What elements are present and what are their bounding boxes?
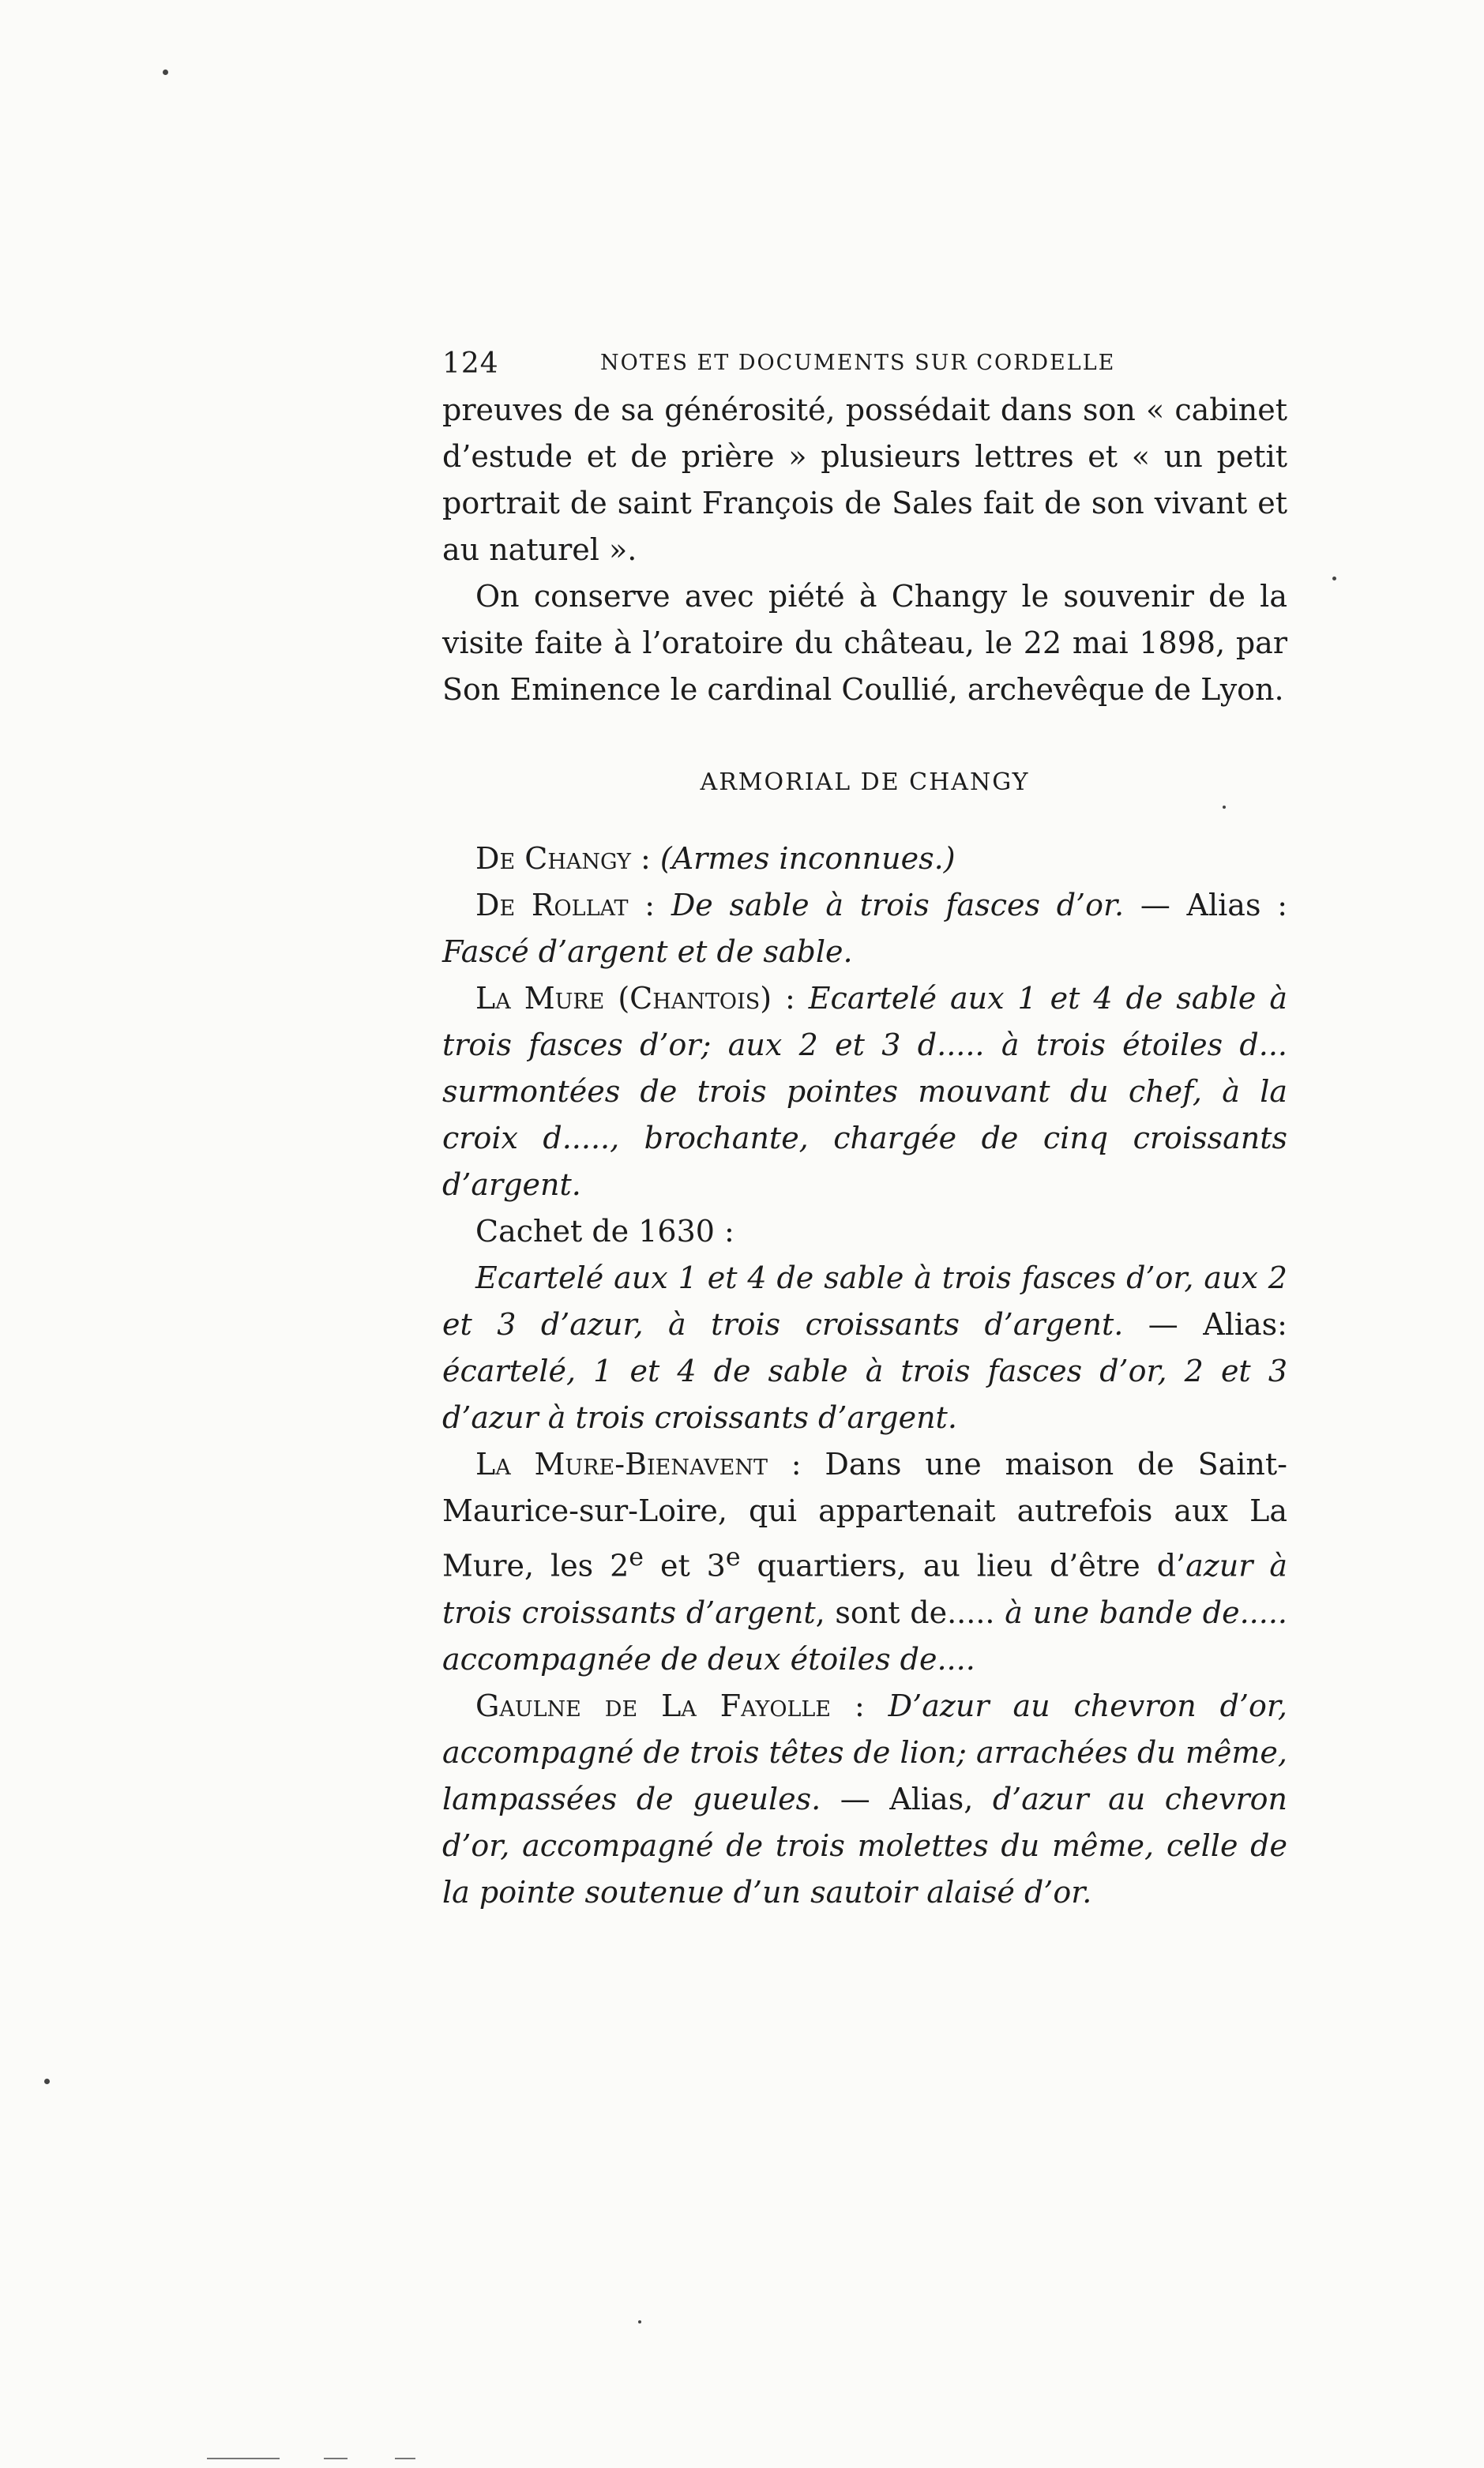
entry-de-changy: De Changy : (Armes inconnues.) [475,841,956,876]
family-name: La Mure-Bienavent [475,1447,768,1482]
page-content [442,347,1287,1916]
entry-cachet-1630 [442,1255,1287,1441]
ink-speck [1332,577,1336,580]
alias-label: — Alias: [1123,1307,1287,1342]
running-head [442,347,1287,387]
page-number: 124 [442,347,499,380]
blazon-alias: à une bande de..... accompagnée de deux étoiles de.... [442,1595,1288,1677]
ink-speck [163,69,168,75]
blazon: azur à trois croissants d’argent [442,1548,1288,1630]
blazon: (Armes inconnues.) [659,841,956,876]
alias-label: — Alias, [821,1781,993,1816]
ink-speck [44,2079,50,2084]
alias-label: — Alias : [1124,888,1287,922]
blazon-alias: écartelé, 1 et 4 de sable à trois fasces d’or, 2 et 3 d’azur à trois croissants d’argent. [442,1354,1287,1435]
blazon: Ecartelé aux 1 et 4 de sable à trois fasces d’or, aux 2 et 3 d’azur, à trois croissants d’argent. [442,1260,1287,1342]
family-name: La Mure (Chantois) [475,981,772,1016]
paragraph-visit: On conserve avec piété à Changy le souvenir de la visite faite à l’oratoire du château, le 22 mai 1898, par Son Eminence le cardinal Coullié, archevêque de Lyon. [442,579,1287,707]
entry-de-rollat: De Rollat : De sable à trois fasces d’or. — Alias : Fascé d’argent et de sable. [442,888,1287,969]
bottom-edge-mark [395,2458,415,2459]
ink-speck [638,2320,641,2323]
blazon: De sable à trois fasces d’or. [671,888,1125,922]
family-name: Gaulne de La Fayolle [475,1688,832,1723]
family-name: De Rollat [475,888,629,922]
section-title: ARMORIAL DE CHANGY [700,768,1030,796]
bottom-edge-mark [324,2458,348,2459]
blazon-alias: d’azur au chevron d’or, accompagné de trois molettes du même, celle de la pointe soutenue d’un sautoir alaisé d’or. [442,1781,1287,1910]
paragraph-continuation: preuves de sa générosité, possédait dans son « cabinet d’estude et de prière » plusieurs lettres et « un petit portrait de saint François de Sales fait de son vivant et au naturel ». [442,393,1287,567]
blazon-alias: Fascé d’argent et de sable. [442,934,853,969]
entry-la-mure-chantois: La Mure (Chantois) : Ecartelé aux 1 et 4 de sable à trois fasces d’or; aux 2 et 3 d..... à trois étoiles d... surmontées de trois pointes mouvant du chef, à la croix d....., brochante, chargée de cinq croissants d’argent. [442,981,1288,1202]
entry-la-mure-bienavent: La Mure-Bienavent : Dans une maison de Saint-Maurice-sur-Loire, qui appartenait autrefois aux La Mure, les 2e et 3e quartiers, au lieu d’être d’azur à trois croissants d’argent, sont de..... à une bande de..... accompagnée de deux étoiles de.... [442,1447,1288,1677]
entry-gaulne-de-la-fayolle: Gaulne de La Fayolle : D’azur au chevron d’or, accompagné de trois têtes de lion; arrachées du même, lampassées de gueules. — Alias, d’azur au chevron d’or, accompagné de trois molettes du même, celle de la pointe soutenue d’un sautoir alaisé d’or. [442,1688,1287,1910]
running-title: NOTES ET DOCUMENTS SUR CORDELLE [600,351,1116,375]
blazon: D’azur au chevron d’or, accompagné de trois têtes de lion; arrachées du même, lampassées de gueules. [442,1688,1287,1816]
blazon: Ecartelé aux 1 et 4 de sable à trois fasces d’or; aux 2 et 3 d..... à trois étoiles d... surmontées de trois pointes mouvant du chef, à la croix d....., brochante, chargée de cinq croissants d’argent. [442,981,1288,1202]
family-name: De Changy [475,841,631,876]
bottom-edge-mark [207,2458,280,2459]
cachet-label: Cachet de 1630 : [475,1214,734,1249]
